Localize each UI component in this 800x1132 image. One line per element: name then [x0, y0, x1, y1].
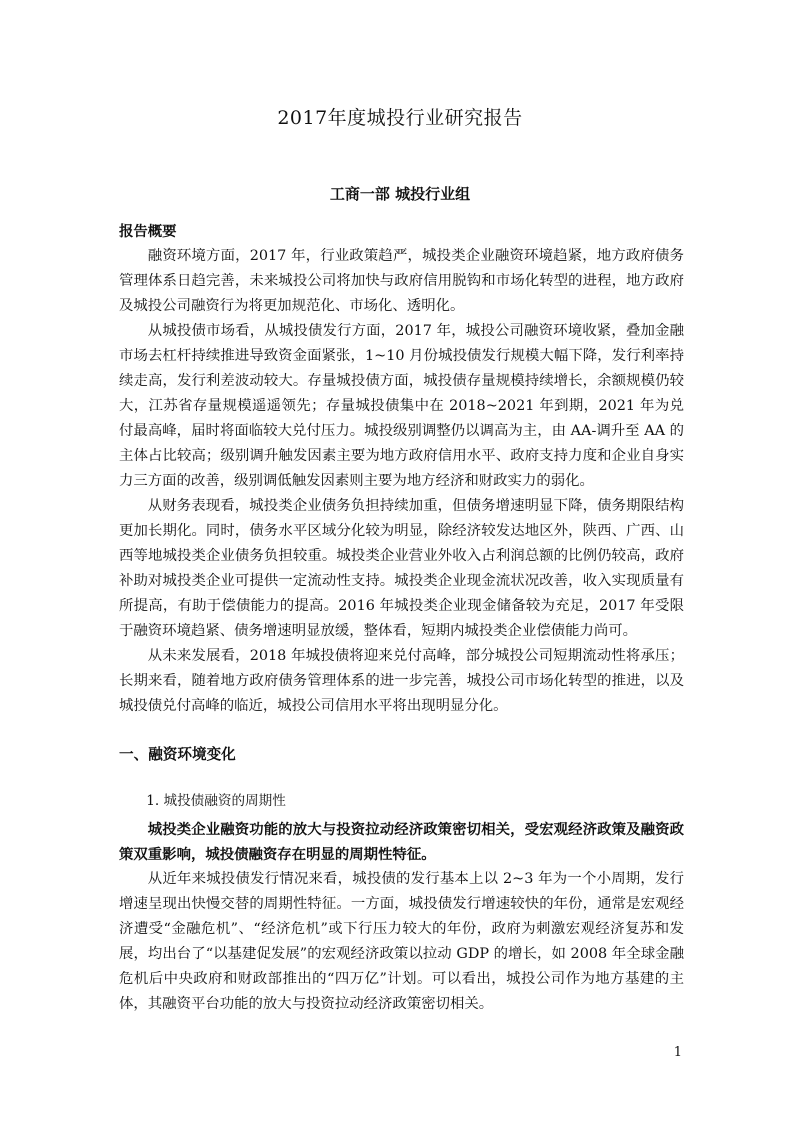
subsection-heading: 1. 城投债融资的周期性	[146, 793, 286, 809]
summary-paragraph: 从未来发展看，2018 年城投债将迎来兑付高峰，部分城投公司短期流动性将承压；长期来看，随着地方政府债务管理体系的进一步完善，城投公司市场化转型的推进，以及城投债兑付高峰的临近，城投公司信用水平将出现明显分化。	[119, 648, 684, 714]
summary-paragraph: 从城投债市场看，从城投债发行方面，2017 年，城投公司融资环境收紧，叠加金融市场去杠杆持续推进导致资金面紧张，1~10 月份城投债发行规模大幅下降，发行利率持续走高，发行利差波动较大。存量城投债方面，城投债存量规模持续增长，余额规模仍较大，江苏省存量规模遥遥领先；存量城投债集中在 2018~2021 年到期，2021 年为兑付最高峰，届时将面临较大兑付压力。城投级别调整仍以调高为主，由 AA-调升至 AA 的主体占比较高；级别调升触发因素主要为地方政府信用水平、政府支持力度和企业自身实力三方面的改善，级别调低触发因素则主要为地方经济和财政实力的弱化。	[119, 323, 684, 489]
summary-paragraph: 融资环境方面，2017 年，行业政策趋严，城投类企业融资环境趋紧，地方政府债务管理体系日趋完善，未来城投公司将加快与政府信用脱钩和市场化转型的进程，地方政府及城投公司融资行为将更加规范化、市场化、透明化。	[119, 248, 684, 314]
report-title: 2017年度城投行业研究报告	[277, 107, 523, 129]
summary-paragraph: 从财务表现看，城投类企业债务负担持续加重，但债务增速明显下降，债务期限结构更加长期化。同时，债务水平区域分化较为明显，除经济较发达地区外，陕西、广西、山西等地城投类企业债务负担较重。城投类企业营业外收入占利润总额的比例仍较高，政府补助对城投类企业可提供一定流动性支持。城投类企业现金流状况改善，收入实现质量有所提高，有助于偿债能力的提高。2016 年城投类企业现金储备较为充足，2017 年受限于融资环境趋紧、债务增速明显放缓，整体看，短期内城投类企业偿债能力尚可。	[119, 498, 684, 639]
subsection-lead: 城投类企业融资功能的放大与投资拉动经济政策密切相关，受宏观经济政策及融资政策双重影响，城投债融资存在明显的周期性特征。	[119, 821, 684, 863]
summary-heading: 报告概要	[119, 223, 177, 240]
report-body	[119, 219, 684, 1017]
report-author: 工商一部 城投行业组	[329, 185, 471, 203]
subsection-paragraph: 从近年来城投债发行情况来看，城投债的发行基本上以 2~3 年为一个小周期，发行增速呈现出快慢交替的周期性特征。一方面，城投债发行增速较快的年份，通常是宏观经济遭受“金融危机”、“经济危机”或下行压力较大的年份，政府为刺激宏观经济复苏和发展，均出台了“以基建促发展”的宏观经济政策以拉动 GDP 的增长，如 2008 年全球金融危机后中央政府和财政部推出的“四万亿”计划。可以看出，城投公司作为地方基建的主体，其融资平台功能的放大与投资拉动经济政策密切相关。	[119, 871, 684, 1012]
page-number: 1	[673, 1045, 682, 1060]
section-heading: 一、融资环境变化	[119, 746, 236, 763]
